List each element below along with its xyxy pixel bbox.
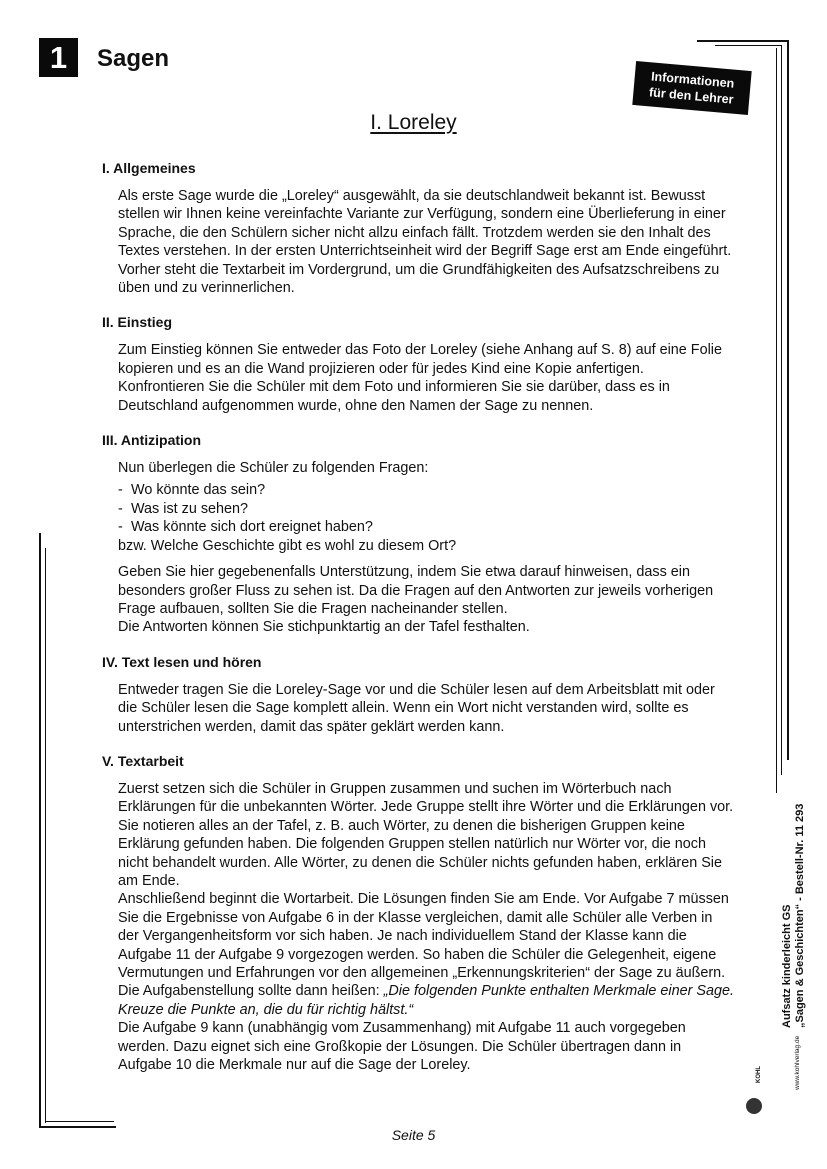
badge-line-2: für den Lehrer (648, 85, 735, 107)
chapter-number: 1 (39, 38, 78, 77)
border-right-outer (787, 40, 789, 760)
list-item: bzw. Welche Geschichte gibt es wohl zu diesem Ort? (118, 537, 457, 554)
border-left-inner (45, 548, 46, 1123)
section-heading: I. Allgemeines (102, 160, 196, 176)
chapter-title: Sagen (97, 45, 170, 72)
section-heading: IV. Text lesen und hören (102, 653, 262, 670)
side-imprint (781, 804, 807, 1028)
section-text-lesen (102, 654, 734, 736)
page-number: Seite 5 (391, 1127, 436, 1143)
section-text: Die Antworten können Sie stichpunktartig an der Tafel festhalten. (118, 619, 530, 636)
section-heading: V. Textarbeit (102, 752, 184, 769)
section-text-part: Anschließend beginnt die Wortarbeit. Die Lösungen finden Sie am Ende. Vor Aufgabe 7 müssen Sie die Ergebnisse von Aufgabe 6 in der Klasse vergleichen, damit alle Schüler alle Verben in der Vergangenheitsform vor sich haben. Je nach individuellem Stand der Klasse kann die Aufgabe 11 der Aufgabe 9 vorgezogen werden. So haben die Schüler die Gelegenheit, eigene Vermutungen und Erfahrungen vor den allgemeinen „Erkennungskriterien“ der Sage zu äußern. Die Aufgabenstellung sollte dann heißen: (118, 891, 729, 1000)
badge-line-1: Informationen (650, 69, 735, 91)
section-text: Geben Sie hier gegebenenfalls Unterstützung, indem Sie etwa darauf hinweisen, dass ein besonders großer Fluss zu sehen ist. Da die Fragen auf den Antworten zur jeweils vorherigen Frage aufbauen, sollten Sie die Fragen nacheinander stellen. (118, 564, 714, 617)
publisher-url: www.kohlverlag.de (794, 1035, 801, 1090)
question-list (118, 481, 734, 555)
section-text (118, 890, 734, 1019)
section-text: Zum Einstieg können Sie entweder das Foto der Loreley (siehe Anhang auf S. 8) auf eine Folie kopieren und es an die Wand projizieren oder für jedes Kind eine Kopie anfertigen. Konfrontieren Sie die Schüler mit dem Foto und informieren Sie sie darüber, dass es in Deutschland aufgenommen wurde, ohne den Namen der Sage zu nennen. (118, 342, 722, 414)
list-item: - Was könnte sich dort ereignet haben? (118, 519, 373, 536)
section-intro: Nun überlegen die Schüler zu folgenden Fragen: (118, 460, 429, 477)
teacher-info-badge (632, 61, 751, 115)
section-textarbeit (102, 753, 734, 1075)
list-item: - Was ist zu sehen? (118, 500, 249, 517)
section-text: Als erste Sage wurde die „Loreley“ ausgewählt, da sie deutschlandweit bekannt ist. Bewusst stellen wir Ihnen keine vereinfachte Variante zur Verfügung, sondern eine Überlieferung in einer Sprache, die den Schülern sicher nicht allzu einfach fällt. Trotzdem werden sie den Inhalt des Textes verstehen. In der ersten Unterrichtseinheit wird der Begriff Sage erst am Ende eingeführt. Vorher steht die Textarbeit im Vordergrund, um die Grundfähigkeiten des Aufsatzschreibens zu üben und zu verinnerlichen. (118, 188, 732, 297)
section-text: Entweder tragen Sie die Loreley-Sage vor und die Schüler lesen auf dem Arbeitsblatt mit oder die Schüler lesen die Sage komplett allein. Wenn ein Wort nicht verstanden wird, sollte es unterstrichen werden, damit das später geklärt werden kann. (118, 681, 715, 735)
section-allgemeines (102, 160, 734, 297)
border-bottom-inner (45, 1121, 114, 1122)
side-imprint-line2: „Sagen & Geschichten“ - Bestell-Nr. 11 293 (794, 803, 806, 1028)
border-top-outer (697, 40, 789, 42)
section-heading: II. Einstieg (102, 314, 173, 331)
side-imprint-line1: Aufsatz kinderleicht GS (781, 904, 793, 1028)
border-left-outer (39, 533, 41, 1128)
main-content (102, 160, 734, 1091)
list-item: - Wo könnte das sein? (118, 482, 266, 499)
border-right-inner2 (776, 48, 777, 793)
section-text: Zuerst setzen sich die Schüler in Gruppen zusammen und suchen im Wörterbuch nach Erklärungen für die unbekannten Wörter. Jede Gruppe stellt ihre Wörter und die Erklärungen vor. Sie notieren alles an der Tafel, z. B. auch Wörter, zu denen die bisherigen Gruppen keine Erklärung gefunden haben. Die folgenden Gruppen stellen natürlich nur Wörter vor, die noch nicht behandelt wurden. Alle Wörter, zu denen die Schüler nichts gefunden haben, erklären Sie am Ende. (118, 780, 734, 889)
publisher-brand: KOHL (756, 1066, 762, 1083)
section-text: Die Aufgabe 9 kann (unabhängig vom Zusammenhang) mit Aufgabe 11 auch vorgegeben werden. Dazu eignet sich eine Großkopie der Lösungen. Die Schüler übertragen dann in Aufgabe 10 die Merkmale nur auf die Sage der Loreley. (118, 1020, 686, 1074)
document-title: I. Loreley (370, 111, 457, 134)
section-heading: III. Antizipation (102, 432, 202, 449)
border-right-inner (781, 45, 782, 775)
publisher-logo-icon (746, 1098, 762, 1114)
border-top-inner (715, 45, 782, 46)
section-antizipation (102, 432, 734, 637)
task-instruction: „Die folgenden Punkte enthalten Merkmale einer Sage. Kreuze die Punkte an, die du für richtig hältst.“ (118, 983, 735, 1018)
section-einstieg (102, 314, 734, 415)
